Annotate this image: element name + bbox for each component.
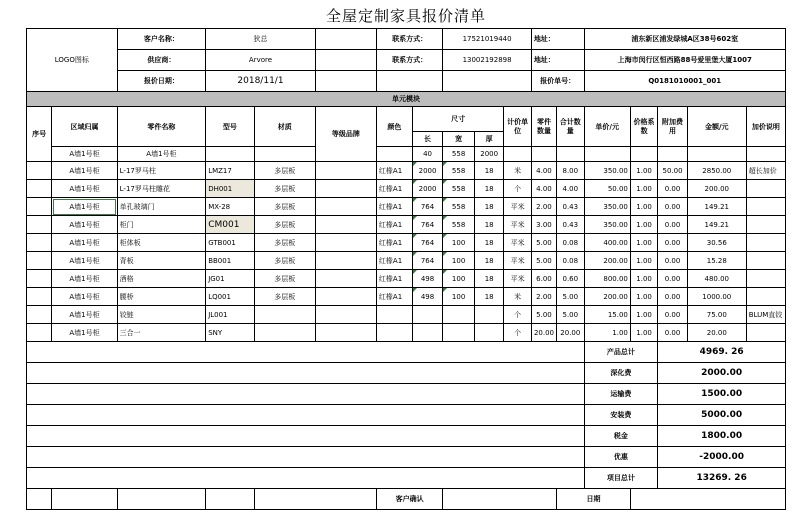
summary-value[interactable]: 2000.00 [658, 363, 786, 384]
row-length[interactable] [412, 324, 443, 342]
line-items [27, 162, 786, 342]
row-addon-fee[interactable]: 0.00 [658, 216, 688, 234]
contact-value-2[interactable]: 13002192898 [443, 50, 532, 71]
row-area[interactable]: A墙1号柜 [52, 324, 117, 342]
row-thickness[interactable]: 18 [474, 162, 504, 180]
row-color[interactable]: 红橡A1 [376, 252, 412, 270]
row-part-qty[interactable]: 2.00 [531, 288, 556, 306]
row-material[interactable]: 多层板 [254, 288, 315, 306]
row-amount[interactable]: 149.21 [687, 216, 746, 234]
row-unit-price[interactable]: 350.00 [584, 198, 630, 216]
row-grade[interactable] [315, 198, 376, 216]
row-addon-note[interactable]: BLUM直铰 [746, 306, 785, 324]
row-price-factor[interactable]: 1.00 [630, 270, 657, 288]
col-part-name: 零件名称 [117, 107, 206, 147]
table-row [27, 234, 786, 252]
logo-placeholder: LOGO图标 [27, 29, 118, 92]
row-seq[interactable] [27, 198, 52, 216]
row-color[interactable] [376, 324, 412, 342]
row-area[interactable]: A墙1号柜 [52, 288, 117, 306]
quote-sheet [26, 4, 786, 502]
summary-row [27, 384, 786, 405]
blank-cell[interactable] [630, 147, 657, 162]
row-addon-note[interactable] [746, 270, 785, 288]
blank-cell[interactable] [254, 489, 376, 510]
col-thickness: 厚 [474, 132, 504, 147]
blank-cell[interactable] [658, 147, 688, 162]
row-width[interactable] [443, 324, 475, 342]
col-seq: 序号 [27, 107, 52, 162]
row-addon-fee[interactable]: 0.00 [658, 306, 688, 324]
row-color[interactable]: 红橡A1 [376, 198, 412, 216]
date-value[interactable]: 2018/11/1 [206, 71, 316, 92]
summary-spacer [27, 384, 585, 405]
dim-area[interactable]: A墙1号柜 [52, 147, 117, 162]
col-addon-fee: 附加费用 [658, 107, 688, 147]
col-material: 材质 [254, 107, 315, 147]
row-part-name[interactable]: L-17罗马柱 [117, 162, 206, 180]
row-model[interactable]: MX-28 [206, 198, 254, 216]
row-addon-fee[interactable]: 0.00 [658, 234, 688, 252]
row-total-qty[interactable]: 0.08 [557, 252, 584, 270]
row-length[interactable]: 498 [412, 288, 443, 306]
row-addon-note[interactable] [746, 216, 785, 234]
row-unit-price[interactable]: 350.00 [584, 162, 630, 180]
table-row [27, 198, 786, 216]
summary-value[interactable]: 13269. 26 [658, 468, 786, 489]
summary-row [27, 447, 786, 468]
blank-cell[interactable] [584, 147, 630, 162]
col-size: 尺寸 [412, 107, 504, 132]
row-color[interactable]: 红橡A1 [376, 180, 412, 198]
row-part-name[interactable]: 单孔玻璃门 [117, 198, 206, 216]
summary-value[interactable]: 1500.00 [658, 384, 786, 405]
quote-no-label: 报价单号： [531, 71, 584, 92]
row-price-factor[interactable]: 1.00 [630, 162, 657, 180]
row-total-qty[interactable]: 5.00 [557, 306, 584, 324]
supplier-value[interactable]: Arvore [206, 50, 316, 71]
summary-row [27, 405, 786, 426]
row-price-factor[interactable]: 1.00 [630, 306, 657, 324]
summary-value[interactable]: 1800.00 [658, 426, 786, 447]
row-material[interactable]: 多层板 [254, 180, 315, 198]
row-addon-note[interactable] [746, 198, 785, 216]
row-thickness[interactable]: 18 [474, 288, 504, 306]
row-length[interactable]: 764 [412, 198, 443, 216]
row-amount[interactable]: 149.21 [687, 198, 746, 216]
summary-row [27, 363, 786, 384]
row-unit-price[interactable]: 400.00 [584, 234, 630, 252]
row-total-qty[interactable]: 8.00 [557, 162, 584, 180]
row-unit-price[interactable]: 350.00 [584, 216, 630, 234]
row-seq[interactable] [27, 252, 52, 270]
blank-cell[interactable] [557, 147, 584, 162]
row-thickness[interactable]: 18 [474, 180, 504, 198]
row-grade[interactable] [315, 234, 376, 252]
row-price-factor[interactable]: 1.00 [630, 234, 657, 252]
row-addon-fee[interactable]: 0.00 [658, 324, 688, 342]
row-unit[interactable]: 个 [504, 306, 531, 324]
row-part-qty[interactable]: 4.00 [531, 180, 556, 198]
col-color: 颜色 [376, 107, 412, 147]
row-material[interactable]: 多层板 [254, 216, 315, 234]
blank-cell[interactable] [254, 147, 315, 162]
blank-cell[interactable] [443, 71, 532, 92]
row-length[interactable] [412, 306, 443, 324]
row-total-qty[interactable]: 0.43 [557, 198, 584, 216]
row-model[interactable]: JG01 [206, 270, 254, 288]
row-color[interactable] [376, 306, 412, 324]
col-length: 长 [412, 132, 443, 147]
row-amount[interactable]: 200.00 [687, 180, 746, 198]
col-unit: 计价单位 [504, 107, 531, 147]
row-unit[interactable]: 个 [504, 180, 531, 198]
row-thickness[interactable]: 18 [474, 270, 504, 288]
summary-value[interactable]: -2000.00 [658, 447, 786, 468]
row-length[interactable]: 2000 [412, 180, 443, 198]
row-part-name[interactable]: 铰链 [117, 306, 206, 324]
row-color[interactable]: 红橡A1 [376, 270, 412, 288]
row-unit[interactable]: 个 [504, 324, 531, 342]
quote-no-value[interactable]: Q0181010001_001 [584, 71, 786, 92]
col-model: 型号 [206, 107, 254, 147]
section-title: 单元模块 [27, 92, 786, 107]
date-footer-label: 日期 [557, 489, 631, 510]
blank-cell[interactable] [27, 489, 52, 510]
row-width[interactable] [443, 306, 475, 324]
blank-cell[interactable] [52, 489, 117, 510]
col-unit-price: 单价/元 [584, 107, 630, 147]
row-seq[interactable] [27, 306, 52, 324]
row-price-factor[interactable]: 1.00 [630, 198, 657, 216]
col-addon-note: 加价说明 [746, 107, 785, 147]
table-row [27, 180, 786, 198]
row-area[interactable]: A墙1号柜 [52, 216, 117, 234]
row-grade[interactable] [315, 288, 376, 306]
blank-cell[interactable] [376, 147, 412, 162]
row-area[interactable]: A墙1号柜 [52, 162, 117, 180]
row-unit[interactable]: 平米 [504, 234, 531, 252]
summary-label: 优惠 [584, 447, 658, 468]
row-grade[interactable] [315, 324, 376, 342]
row-area[interactable]: A墙1号柜 [52, 306, 117, 324]
row-seq[interactable] [27, 288, 52, 306]
blank-cell[interactable] [206, 147, 254, 162]
blank-cell[interactable] [376, 71, 442, 92]
address-label-1: 地址： [531, 29, 584, 50]
row-model[interactable]: LQ001 [206, 288, 254, 306]
col-amount: 金额/元 [687, 107, 746, 147]
row-total-qty[interactable]: 0.08 [557, 234, 584, 252]
row-material[interactable] [254, 324, 315, 342]
dim-length[interactable]: 40 [412, 147, 443, 162]
customer-confirm-label: 客户确认 [376, 489, 442, 510]
row-width[interactable]: 100 [443, 252, 475, 270]
col-grade: 等级品牌 [315, 107, 376, 162]
summary-label: 项目总计 [584, 468, 658, 489]
row-amount[interactable]: 480.00 [687, 270, 746, 288]
table-row [27, 324, 786, 342]
row-part-qty[interactable]: 6.00 [531, 270, 556, 288]
summary-value[interactable]: 4969. 26 [658, 342, 786, 363]
row-total-qty[interactable]: 0.43 [557, 216, 584, 234]
table-row [27, 162, 786, 180]
row-width[interactable]: 100 [443, 288, 475, 306]
customer-value[interactable]: 狄总 [206, 29, 316, 50]
row-model[interactable]: LMZ17 [206, 162, 254, 180]
blank-cell[interactable] [504, 147, 531, 162]
row-thickness[interactable] [474, 306, 504, 324]
row-material[interactable]: 多层板 [254, 198, 315, 216]
row-part-qty[interactable]: 5.00 [531, 234, 556, 252]
row-addon-fee[interactable]: 0.00 [658, 180, 688, 198]
row-color[interactable]: 红橡A1 [376, 216, 412, 234]
row-unit-price[interactable]: 15.00 [584, 306, 630, 324]
table-row [27, 216, 786, 234]
row-width[interactable]: 100 [443, 234, 475, 252]
row-unit[interactable]: 平米 [504, 198, 531, 216]
table-row [27, 270, 786, 288]
row-thickness[interactable]: 18 [474, 252, 504, 270]
row-part-qty[interactable]: 2.00 [531, 198, 556, 216]
row-amount[interactable]: 2850.00 [687, 162, 746, 180]
row-thickness[interactable]: 18 [474, 216, 504, 234]
blank-cell[interactable] [315, 71, 376, 92]
date-label: 报价日期： [117, 71, 206, 92]
row-part-name[interactable]: 酒格 [117, 270, 206, 288]
row-width[interactable]: 100 [443, 270, 475, 288]
row-length[interactable]: 764 [412, 216, 443, 234]
blank-cell[interactable] [531, 147, 556, 162]
summary-spacer [27, 426, 585, 447]
row-part-qty[interactable]: 4.00 [531, 162, 556, 180]
summary-spacer [27, 342, 585, 363]
row-amount[interactable]: 1000.00 [687, 288, 746, 306]
address-value-2[interactable]: 上海市闵行区恒西路88号爱里堡大厦1007 [584, 50, 786, 71]
row-total-qty[interactable]: 20.00 [557, 324, 584, 342]
row-seq[interactable] [27, 324, 52, 342]
row-grade[interactable] [315, 306, 376, 324]
row-addon-note[interactable] [746, 324, 785, 342]
summary-block [27, 342, 786, 489]
row-length[interactable]: 764 [412, 234, 443, 252]
row-area[interactable]: A墙1号柜 [52, 252, 117, 270]
summary-spacer [27, 447, 585, 468]
row-part-name[interactable]: 柜门 [117, 216, 206, 234]
row-area[interactable]: A墙1号柜 [52, 270, 117, 288]
row-color[interactable]: 红橡A1 [376, 234, 412, 252]
row-area[interactable]: A墙1号柜 [52, 198, 117, 216]
col-area: 区域归属 [52, 107, 117, 147]
row-area[interactable]: A墙1号柜 [52, 234, 117, 252]
row-part-qty[interactable]: 20.00 [531, 324, 556, 342]
row-thickness[interactable] [474, 324, 504, 342]
row-addon-fee[interactable]: 0.00 [658, 288, 688, 306]
row-width[interactable]: 558 [443, 216, 475, 234]
row-total-qty[interactable]: 0.60 [557, 270, 584, 288]
row-amount[interactable]: 75.00 [687, 306, 746, 324]
summary-value[interactable]: 5000.00 [658, 405, 786, 426]
address-value-1[interactable]: 浦东新区浦发绿城A区38号602室 [584, 29, 786, 50]
row-thickness[interactable]: 18 [474, 198, 504, 216]
row-grade[interactable] [315, 252, 376, 270]
row-part-name[interactable]: L-17罗马柱雕花 [117, 180, 206, 198]
row-model[interactable]: CM001 [206, 216, 254, 234]
sheet-title: 全屋定制家具报价清单 [325, 7, 486, 25]
summary-row [27, 426, 786, 447]
table-row [27, 252, 786, 270]
row-unit[interactable]: 米 [504, 162, 531, 180]
row-amount[interactable]: 30.56 [687, 234, 746, 252]
table-row [27, 306, 786, 324]
row-material[interactable]: 多层板 [254, 252, 315, 270]
row-model[interactable]: JL001 [206, 306, 254, 324]
row-unit[interactable]: 平米 [504, 216, 531, 234]
row-unit-price[interactable]: 1.00 [584, 324, 630, 342]
dim-width[interactable]: 558 [443, 147, 475, 162]
row-seq[interactable] [27, 180, 52, 198]
row-grade[interactable] [315, 162, 376, 180]
row-model[interactable]: SNY [206, 324, 254, 342]
row-price-factor[interactable]: 1.00 [630, 288, 657, 306]
row-part-name[interactable]: 腰桥 [117, 288, 206, 306]
row-unit-price[interactable]: 200.00 [584, 252, 630, 270]
row-price-factor[interactable]: 1.00 [630, 216, 657, 234]
row-price-factor[interactable]: 1.00 [630, 324, 657, 342]
row-total-qty[interactable]: 5.00 [557, 288, 584, 306]
customer-confirm-value[interactable] [443, 489, 557, 510]
col-part-qty: 零件数量 [531, 107, 556, 147]
supplier-label: 供应商： [117, 50, 206, 71]
summary-label: 深化费 [584, 363, 658, 384]
row-addon-fee[interactable]: 0.00 [658, 270, 688, 288]
summary-row [27, 468, 786, 489]
date-footer-value[interactable] [630, 489, 785, 510]
row-thickness[interactable]: 18 [474, 234, 504, 252]
summary-row [27, 342, 786, 363]
blank-cell[interactable] [746, 147, 785, 162]
address-label-2: 地址： [531, 50, 584, 71]
row-addon-fee[interactable]: 50.00 [658, 162, 688, 180]
row-material[interactable] [254, 306, 315, 324]
row-unit-price[interactable]: 50.00 [584, 180, 630, 198]
row-length[interactable]: 498 [412, 270, 443, 288]
summary-spacer [27, 468, 585, 489]
summary-label: 产品总计 [584, 342, 658, 363]
blank-cell[interactable] [117, 489, 206, 510]
row-length[interactable]: 764 [412, 252, 443, 270]
summary-spacer [27, 405, 585, 426]
row-model[interactable]: GTB001 [206, 234, 254, 252]
row-seq[interactable] [27, 162, 52, 180]
row-addon-note[interactable]: 超长加价 [746, 162, 785, 180]
row-seq[interactable] [27, 216, 52, 234]
row-part-name[interactable]: 三合一 [117, 324, 206, 342]
row-addon-fee[interactable]: 0.00 [658, 252, 688, 270]
row-seq[interactable] [27, 270, 52, 288]
row-width[interactable]: 558 [443, 198, 475, 216]
row-unit[interactable]: 平米 [504, 270, 531, 288]
row-unit-price[interactable]: 800.00 [584, 270, 630, 288]
row-area[interactable]: A墙1号柜 [52, 180, 117, 198]
summary-label: 安装费 [584, 405, 658, 426]
col-price-factor: 价格系数 [630, 107, 657, 147]
dim-part-name[interactable]: A墙1号柜 [117, 147, 206, 162]
row-model[interactable]: BB001 [206, 252, 254, 270]
contact-label-1: 联系方式： [376, 29, 442, 50]
row-addon-note[interactable] [746, 180, 785, 198]
row-part-name[interactable]: 背板 [117, 252, 206, 270]
row-part-qty[interactable]: 5.00 [531, 252, 556, 270]
row-grade[interactable] [315, 270, 376, 288]
row-unit[interactable]: 米 [504, 288, 531, 306]
row-addon-note[interactable] [746, 234, 785, 252]
row-material[interactable]: 多层板 [254, 162, 315, 180]
contact-value-1[interactable]: 17521019440 [443, 29, 532, 50]
row-part-qty[interactable]: 5.00 [531, 306, 556, 324]
summary-spacer [27, 363, 585, 384]
summary-label: 税金 [584, 426, 658, 447]
row-addon-note[interactable] [746, 252, 785, 270]
row-amount[interactable]: 15.28 [687, 252, 746, 270]
customer-label: 客户名称： [117, 29, 206, 50]
row-width[interactable]: 558 [443, 162, 475, 180]
row-part-name[interactable]: 柜体板 [117, 234, 206, 252]
row-grade[interactable] [315, 216, 376, 234]
blank-cell[interactable] [315, 50, 376, 71]
dim-thickness[interactable]: 2000 [474, 147, 504, 162]
row-width[interactable]: 558 [443, 180, 475, 198]
col-total-qty: 合计数量 [557, 107, 584, 147]
quote-table [26, 28, 786, 510]
row-unit-price[interactable]: 200.00 [584, 288, 630, 306]
row-color[interactable]: 红橡A1 [376, 288, 412, 306]
blank-cell[interactable] [206, 489, 254, 510]
summary-label: 运输费 [584, 384, 658, 405]
row-price-factor[interactable]: 1.00 [630, 180, 657, 198]
row-model[interactable]: DH001 [206, 180, 254, 198]
row-unit[interactable]: 平米 [504, 252, 531, 270]
row-material[interactable]: 多层板 [254, 270, 315, 288]
row-grade[interactable] [315, 180, 376, 198]
blank-cell[interactable] [315, 29, 376, 50]
row-material[interactable]: 多层板 [254, 234, 315, 252]
row-amount[interactable]: 20.00 [687, 324, 746, 342]
row-length[interactable]: 2000 [412, 162, 443, 180]
row-price-factor[interactable]: 1.00 [630, 252, 657, 270]
row-total-qty[interactable]: 4.00 [557, 180, 584, 198]
blank-cell[interactable] [687, 147, 746, 162]
contact-label-2: 联系方式： [376, 50, 442, 71]
row-part-qty[interactable]: 3.00 [531, 216, 556, 234]
row-color[interactable]: 红橡A1 [376, 162, 412, 180]
row-addon-note[interactable] [746, 288, 785, 306]
row-seq[interactable] [27, 234, 52, 252]
table-row [27, 288, 786, 306]
col-width: 宽 [443, 132, 475, 147]
row-addon-fee[interactable]: 0.00 [658, 198, 688, 216]
